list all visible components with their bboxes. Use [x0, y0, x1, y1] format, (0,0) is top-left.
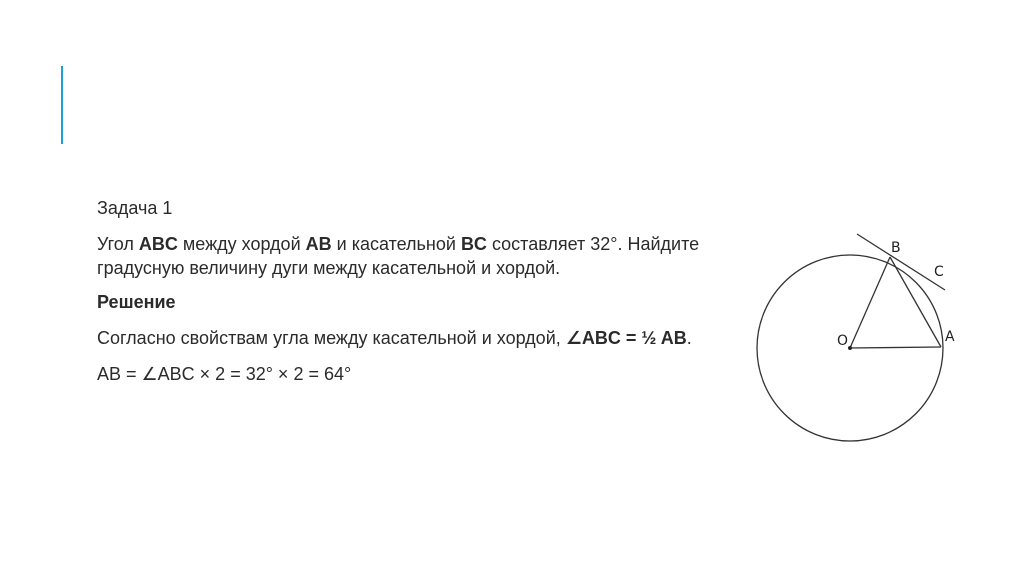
geometry-diagram [740, 228, 980, 468]
radius-oa [850, 347, 941, 348]
text-block [97, 196, 707, 396]
solution-formula: AB = ∠ABC × 2 = 32° × 2 = 64° [97, 364, 352, 384]
problem-statement [97, 232, 707, 280]
problem-angle-abc: ABC [138, 234, 178, 254]
problem-chord-ab: AB [305, 234, 332, 254]
accent-bar [61, 66, 63, 144]
tangent-line-bc [857, 234, 945, 290]
problem-text-4: составляет 32°. Найдите градусную величину дуги между касательной и хордой. [97, 234, 700, 278]
label-o: O [837, 333, 849, 349]
task-title: Задача 1 [97, 198, 173, 218]
center-point [848, 346, 852, 350]
solution-text [97, 326, 707, 350]
label-c: C [934, 264, 944, 280]
problem-tangent-bc: BC [460, 234, 487, 254]
label-a: A [945, 329, 955, 345]
problem-text-2: между хордой [177, 234, 306, 254]
solution-text-1: Согласно свойствам угла между касательной и хордой, [97, 328, 566, 348]
label-b: B [891, 240, 901, 256]
problem-text-3: и касательной [331, 234, 461, 254]
solution-title: Решение [97, 292, 176, 312]
solution-formula-bold: ∠ABC = ½ AB [565, 328, 687, 348]
solution-text-2: . [686, 328, 692, 348]
problem-text-1: Угол [97, 234, 139, 254]
segment-ob [850, 257, 890, 348]
